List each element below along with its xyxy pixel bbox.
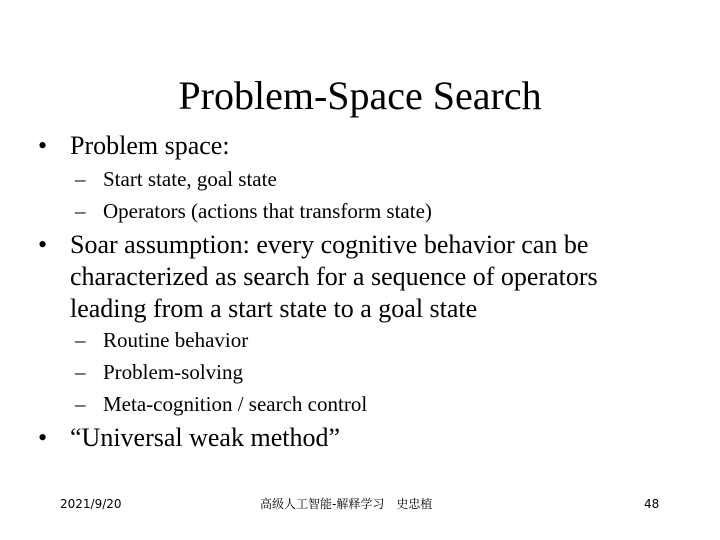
bullet-marker: • [38, 423, 48, 452]
footer-date: 2021/9/20 [60, 497, 122, 511]
sub-bullet-text: Routine behavior [103, 328, 249, 352]
dash-marker: – [75, 328, 86, 352]
sub-bullet-text: Problem-solving [103, 360, 243, 384]
sub-bullet-text: Operators (actions that transform state) [103, 199, 432, 223]
dash-marker: – [75, 167, 86, 191]
sub-bullet-text: Meta-cognition / search control [103, 392, 368, 416]
bullet-text-line-1: Soar assumption: every cognitive behavior can be [70, 230, 589, 259]
bullet-text: “Universal weak method” [70, 423, 341, 452]
bullet-marker: • [38, 131, 48, 160]
bullet-text-line-3: leading from a start state to a goal state [70, 294, 478, 323]
slide-title: Problem-Space Search [178, 73, 542, 118]
sub-bullet-text: Start state, goal state [103, 167, 277, 191]
dash-marker: – [75, 199, 86, 223]
bullet-text: Problem space: [70, 131, 230, 160]
dash-marker: – [75, 392, 86, 416]
footer-page-number: 48 [644, 497, 660, 511]
dash-marker: – [75, 360, 86, 384]
footer-course: 高级人工智能-解释学习 史忠植 [260, 497, 433, 511]
bullet-marker: • [38, 230, 48, 259]
bullet-text-line-2: characterized as search for a sequence of operators [70, 262, 598, 291]
